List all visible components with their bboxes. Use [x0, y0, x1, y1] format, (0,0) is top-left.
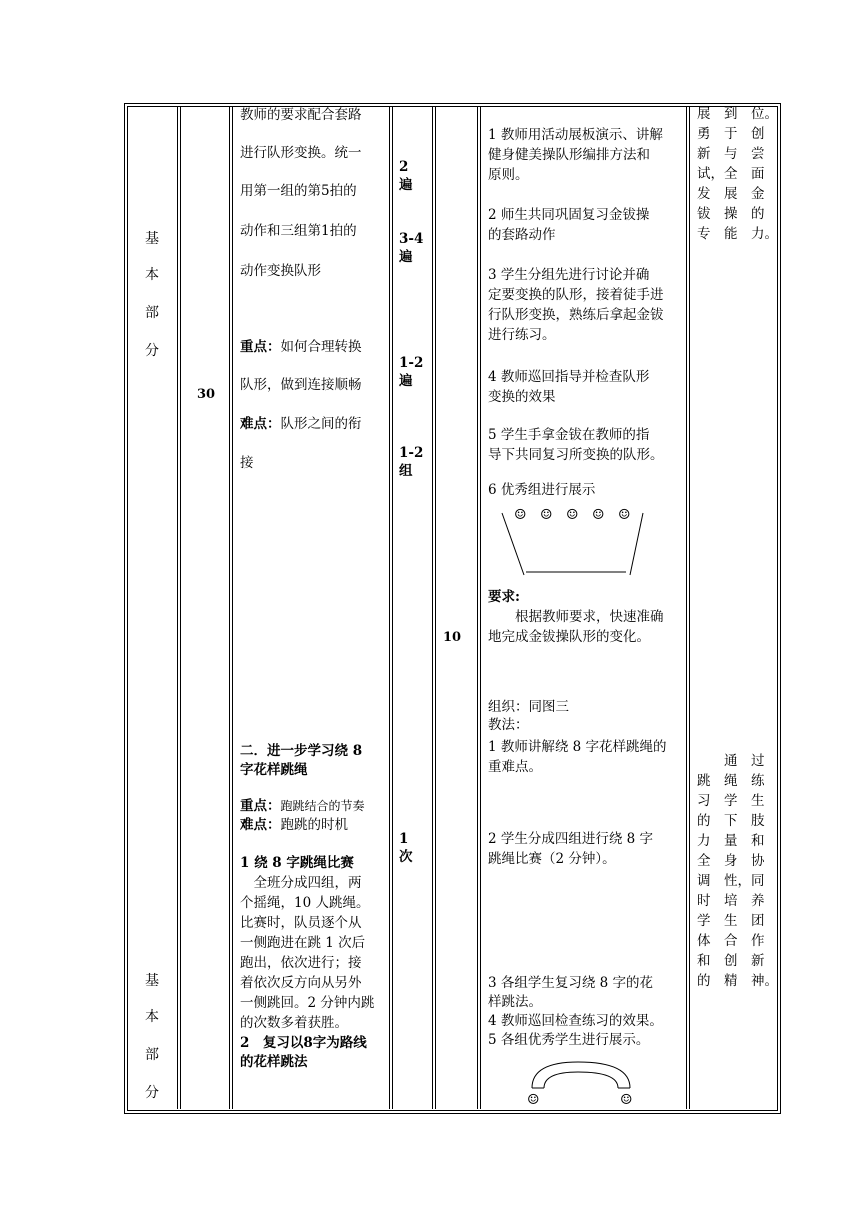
org-line: 教法： — [488, 717, 529, 733]
part2-key-point: 重点：跑跳结合的节奏 — [240, 798, 365, 814]
reps-unit: 次 — [399, 849, 413, 865]
difficulty-point-cont: 接 — [240, 455, 254, 471]
method-line: 2 学生分成四组进行绕 8 字 — [488, 831, 654, 847]
reps-value: 1 — [399, 831, 409, 847]
goal-line: 的 精 神。 — [697, 973, 778, 989]
part2-difficulty-point: 难点：跑跳的时机 — [240, 817, 348, 833]
requirement-line: 地完成金钹操队形的变化。 — [488, 629, 650, 645]
item1-line: 个摇绳，10 人跳绳。 — [240, 895, 370, 911]
method-line: 2 师生共同巩固复习金钹操 — [488, 207, 650, 223]
column-divider — [686, 106, 690, 1109]
time-value-2: 10 — [443, 630, 462, 645]
org-line: 重难点。 — [488, 759, 542, 775]
key-point-cont: 队形，做到连接顺畅 — [240, 377, 362, 393]
reps-unit: 遍 — [399, 373, 413, 389]
method-line: 定要变换的队形，接着徒手进 — [488, 287, 664, 303]
smiley-icon: ☺ — [527, 1092, 540, 1108]
column-divider — [229, 106, 233, 1109]
difficulty-point: 难点：队形之间的衔 — [240, 416, 362, 432]
reps-value: 1-2 — [399, 355, 424, 371]
intro-line: 教师的要求配合套路 — [240, 107, 362, 123]
intro-line: 进行队形变换。统一 — [240, 145, 362, 161]
goal-line: 勇 于 创 — [697, 126, 765, 142]
goal-line: 和 创 新 — [697, 953, 765, 969]
smiley-icon: ☺ — [566, 507, 579, 523]
goal-line: 展 到 位。 — [697, 106, 778, 122]
item1-title: 1 绕 8 字跳绳比赛 — [240, 855, 354, 871]
item1-line: 的次数多着获胜。 — [240, 1015, 348, 1031]
org-line: 1 教师讲解绕 8 字花样跳绳的 — [488, 739, 667, 755]
method-line: 原则。 — [488, 167, 529, 183]
intro-line: 动作变换队形 — [240, 263, 321, 279]
item1-line: 着依次反方向从另外 — [240, 975, 362, 991]
item1-line: 一侧跑进在跳 1 次后 — [240, 935, 366, 951]
method-line: 样跳法。 — [488, 994, 542, 1010]
goal-line: 钹 操 的 — [697, 206, 765, 222]
column-divider — [477, 106, 481, 1109]
item1-line: 一侧跳回。2 分钟内跳 — [240, 995, 375, 1011]
reps-unit: 遍 — [399, 249, 413, 265]
method-line: 4 教师巡回检查练习的效果。 — [488, 1013, 663, 1029]
goal-line: 体 合 作 — [697, 933, 765, 949]
method-line: 1 教师用活动展板演示、讲解 — [488, 127, 663, 143]
formation-diagram — [490, 505, 670, 585]
goal-line: 习 学 生 — [697, 793, 765, 809]
reps-value: 3-4 — [399, 231, 424, 247]
item2-title: 的花样跳法 — [240, 1054, 308, 1070]
goal-line: 调 性，同 — [697, 873, 765, 889]
smiley-icon: ☺ — [618, 507, 631, 523]
goal-line: 学 生 团 — [697, 913, 765, 929]
item1-line: 跑出，依次进行；接 — [240, 955, 362, 971]
goal-line: 通 过 — [697, 753, 765, 769]
method-line: 5 各组优秀学生进行展示。 — [488, 1032, 650, 1048]
requirement-label: 要求: — [488, 589, 520, 605]
item1-line: 比赛时，队员逐个从 — [240, 915, 362, 931]
reps-value: 2 — [399, 159, 409, 175]
smiley-icon: ☺ — [540, 507, 553, 523]
goal-line: 新 与 尝 — [697, 146, 765, 162]
reps-unit: 组 — [399, 463, 413, 479]
method-line: 3 学生分组先进行讨论并确 — [488, 267, 650, 283]
time-value: 30 — [197, 387, 216, 402]
smiley-icon: ☺ — [620, 1092, 633, 1108]
smiley-icon: ☺ — [592, 507, 605, 523]
column-divider — [432, 106, 436, 1109]
reps-value: 1-2 — [399, 445, 424, 461]
method-line: 变换的效果 — [488, 389, 556, 405]
requirement-line: 根据教师要求，快速准确 — [488, 609, 664, 625]
method-line: 5 学生手拿金钹在教师的指 — [488, 427, 650, 443]
method-line: 3 各组学生复习绕 8 字的花 — [488, 975, 654, 991]
method-line: 6 优秀组进行展示 — [488, 482, 596, 498]
goal-line: 试，全 面 — [697, 166, 765, 182]
goal-line: 跳 绳 练 — [697, 773, 765, 789]
method-line: 导下共同复习所变换的队形。 — [488, 447, 664, 463]
goal-line: 时 培 养 — [697, 893, 765, 909]
item2-title: 2 复习以8字为路线 — [240, 1035, 367, 1051]
table-inner-border — [127, 106, 778, 1111]
part2-title: 字花样跳绳 — [240, 762, 308, 778]
item1-line: 全班分成四组，两 — [240, 875, 362, 891]
goal-line: 的 下 肢 — [697, 813, 765, 829]
smiley-icon: ☺ — [514, 507, 527, 523]
goal-line: 力 量 和 — [697, 833, 765, 849]
goal-line: 发 展 金 — [697, 186, 765, 202]
goal-line: 全 身 协 — [697, 853, 765, 869]
method-line: 健身健美操队形编排方法和 — [488, 147, 650, 163]
column-divider — [177, 106, 181, 1109]
method-line: 的套路动作 — [488, 227, 556, 243]
intro-line: 用第一组的第5拍的 — [240, 183, 357, 199]
method-line: 4 教师巡回指导并检查队形 — [488, 369, 650, 385]
key-point: 重点：如何合理转换 — [240, 339, 362, 355]
method-line: 行队形变换，熟练后拿起金钹 — [488, 307, 664, 323]
method-line: 进行练习。 — [488, 327, 556, 343]
goal-line: 专 能 力。 — [697, 226, 778, 242]
intro-line: 动作和三组第1拍的 — [240, 223, 357, 239]
reps-unit: 遍 — [399, 177, 413, 193]
part2-title: 二．进一步学习绕 8 — [240, 743, 363, 759]
org-line: 组织：同图三 — [488, 699, 569, 715]
method-line: 跳绳比赛（2 分钟）。 — [488, 851, 616, 867]
column-divider — [389, 106, 393, 1109]
